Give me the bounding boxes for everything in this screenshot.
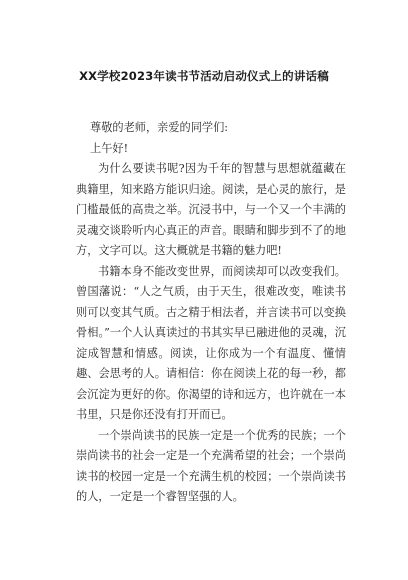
- paragraph-1: 为什么要读书呢?因为千年的智慧与思想就蕴藏在典籍里，知来路方能识归途。阅读，是心灵的旅行，是门槛最低的高贵之举。沉浸书中，与一个又一个丰满的灵魂交谈聆听内心真正的声音。眼睛和脚步到不了的地方，文字可以。这大概就是书籍的魅力吧!: [76, 162, 346, 257]
- greeting: 上午好!: [90, 141, 129, 155]
- salutation: 尊敬的老师，亲爱的同学们:: [90, 121, 229, 134]
- document-body: [76, 118, 346, 508]
- paragraph-3: 一个崇尚读书的民族一定是一个优秀的民族；一个崇尚读书的社会一定是一个充满希望的社会；一个崇尚读书的校园一定是一个充满生机的校园；一个崇尚读书的人，一定是一个睿智坚强的人。: [76, 428, 346, 503]
- paragraph-2: 书籍本身不能改变世界，而阅读却可以改变我们。曾国藩说：“人之气质，由于天生，很难改变，唯读书则可以变其气质。古之精于相法者，并言读书可以变换骨相。”一个人认真读过的书其实早已融进他的灵魂，沉淀成智慧和情感。阅读，让你成为一个有温度、懂情趣、会思考的人。请相信：你在阅读上花的每一秒，都会沉淀为更好的你。你渴望的诗和远方，也许就在一本书里，只是你还没有打开而已。: [76, 264, 346, 421]
- document-title: XX学校2023年读书节活动启动仪式上的讲话稿: [79, 69, 329, 83]
